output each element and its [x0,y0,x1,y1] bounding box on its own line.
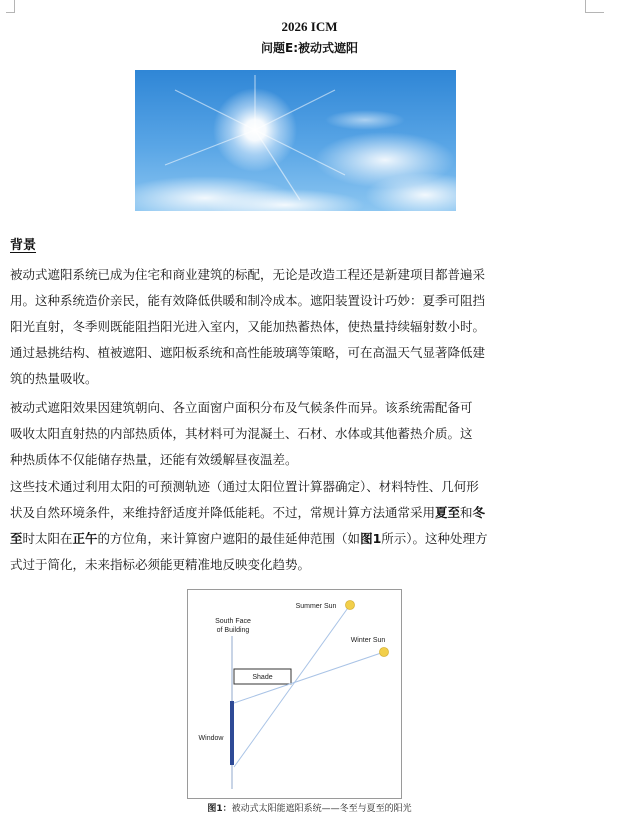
label-window: Window [198,735,224,742]
label-summer-sun: Summer Sun [295,603,337,610]
paragraph-3-line: 这些技术通过利用太阳的可预测轨迹（通过太阳位置计算器确定）、材料特性、几何形 [10,479,479,494]
emphasis-noon: 正午 [72,531,98,546]
summer-sun-icon [346,601,355,610]
emphasis-winter-solstice-a: 冬 [472,505,486,520]
paragraph-2-line: 被动式遮阳效果因建筑朝向、各立面窗户面积分布及气候条件而异。该系统需配备可 [10,400,473,415]
paragraph-1-line: 阳光直射，冬季则既能阻挡阳光进入室内，又能加热蓄热体，使热量持续辐射数小时。 [10,319,486,334]
paragraph-2 [10,395,590,473]
crop-mark-right [585,0,604,13]
sky-sun-image [135,70,456,211]
label-winter-sun: Winter Sun [350,637,386,644]
document-title-problem: 问题E:被动式遮阳 [261,41,358,55]
document-title-year: 2026 ICM [281,19,338,34]
window-bar [230,701,234,765]
crop-mark-left [6,0,15,13]
shading-diagram [187,589,402,799]
label-south-face-2: of Building [216,627,250,634]
figure-caption-label: 图1： [207,804,232,814]
paragraph-1-line: 用。这种系统造价亲民，能有效降低供暖和制冷成本。遮阳装置设计巧妙：夏季可阻挡 [10,293,486,308]
figure-reference: 图1 [360,531,382,546]
paragraph-1-line: 筑的热量吸收。 [10,371,98,386]
figure-caption-text: 被动式太阳能遮阳系统——冬至与夏至的阳光 [231,804,412,814]
paragraph-2-line: 种热质体不仅能储存热量，还能有效缓解昼夜温差。 [10,452,298,467]
paragraph-2-line: 吸收太阳直射热的内部热质体，其材料可为混凝土、石材、水体或其他蓄热介质。这 [10,426,473,441]
emphasis-summer-solstice: 夏至 [435,505,461,520]
paragraph-3-line: 至时太阳在正午的方位角，来计算窗户遮阳的最佳延伸范围（如图1所示）。这种处理方 [10,531,488,546]
label-shade: Shade [252,674,273,681]
paragraph-3-line: 状及自然环境条件，来维持舒适度并降低能耗。不过，常规计算方法通常采用夏至和冬 [10,505,486,520]
paragraph-1-line: 通过悬挑结构、植被遮阳、遮阳板系统和高性能玻璃等策略，可在高温天气显著降低建 [10,345,486,360]
paragraph-3-line: 式过于简化，未来指标必须能更精准地反映变化趋势。 [10,557,311,572]
figure-caption [0,801,619,814]
label-south-face-1: South Face [215,618,251,625]
paragraph-1 [10,262,590,392]
section-heading-background: 背景 [10,238,37,253]
paragraph-1-line: 被动式遮阳系统已成为住宅和商业建筑的标配，无论是改造工程还是新建项目都普遍采 [10,267,486,282]
emphasis-winter-solstice-b: 至 [10,531,23,546]
winter-sun-icon [380,648,389,657]
paragraph-3 [10,474,590,578]
